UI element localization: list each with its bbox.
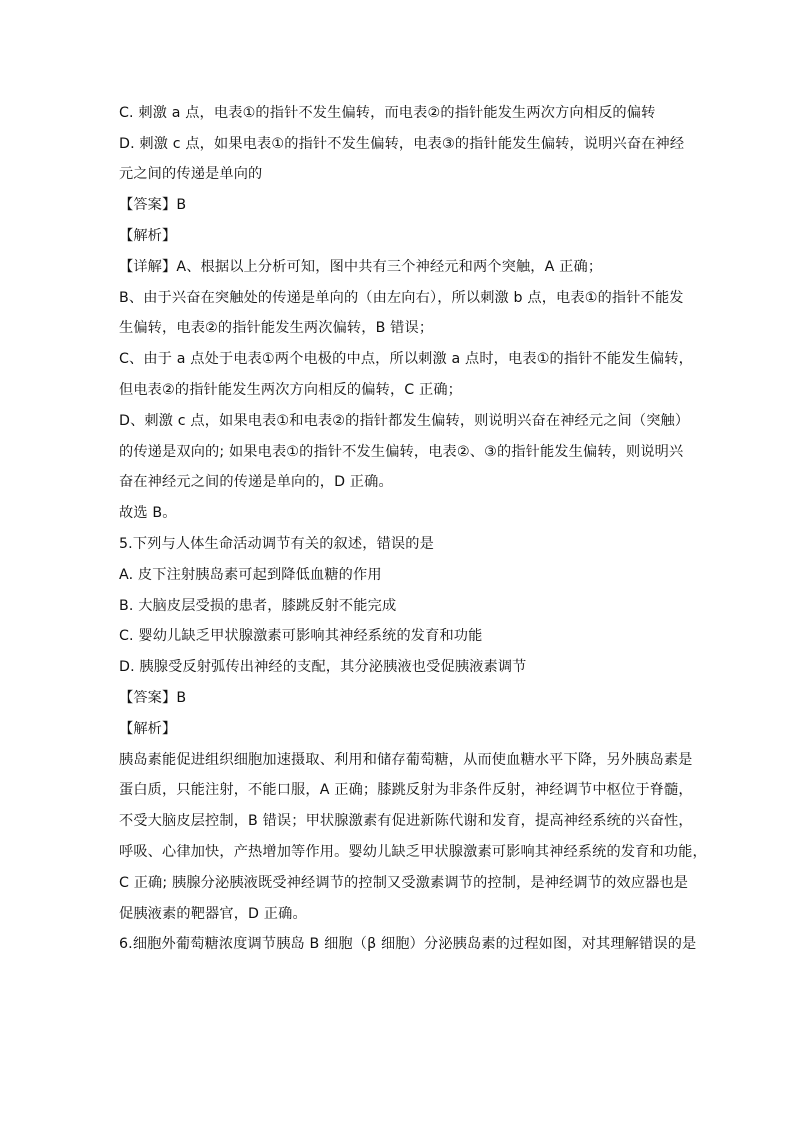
analysis-paragraph-line: 胰岛素能促进组织细胞加速摄取、利用和储存葡萄糖，从而使血糖水平下降，另外胰岛素是 [119,752,693,768]
analysis-detail-line: 【详解】A、根据以上分析可知，图中共有三个神经元和两个突触，A 正确； [119,259,603,275]
option-d-text-cont: 元之间的传递是单向的 [119,166,263,182]
analysis-detail-line: 但电表②的指针能发生两次方向相反的偏转，C 正确； [119,382,463,398]
analysis-paragraph-line: C 正确; 胰腺分泌胰液既受神经调节的控制又受激素调节的控制，是神经调节的效应器也是 [119,875,689,891]
question-5-option-c: C. 婴幼儿缺乏甲状腺激素可影响其神经系统的发育和功能 [119,628,483,644]
answer-label: 【答案】B [119,197,187,213]
analysis-paragraph-line: 促胰液素的靶器官，D 正确。 [119,906,307,922]
analysis-detail-line: B、由于兴奋在突触处的传递是单向的（由左向右），所以刺激 b 点，电表①的指针不能发 [119,290,684,306]
analysis-paragraph-line: 呼吸、心律加快，产热增加等作用。婴幼儿缺乏甲状腺激素可影响其神经系统的发育和功能， [119,844,707,860]
analysis-detail-line: 的传递是双向的; 如果电表①的指针不发生偏转，电表②、③的指针能发生偏转，则说明兴 [119,444,684,460]
analysis-detail-line: D、刺激 c 点，如果电表①和电表②的指针都发生偏转，则说明兴奋在神经元之间（突触） [119,413,690,429]
option-c-text: C. 刺激 a 点，电表①的指针不发生偏转，而电表②的指针能发生两次方向相反的偏转 [119,105,656,121]
analysis-detail-line: 奋在神经元之间的传递是单向的，D 正确。 [119,474,393,490]
answer-label: 【答案】B [119,690,187,706]
analysis-paragraph-line: 蛋白质，只能注射，不能口服，A 正确；膝跳反射为非条件反射，神经调节中枢位于脊髓， [119,782,693,798]
option-d-text: D. 刺激 c 点，如果电表①的指针不发生偏转，电表③的指针能发生偏转，说明兴奋在神经 [119,136,685,152]
analysis-label: 【解析】 [119,228,177,244]
question-5-option-b: B. 大脑皮层受损的患者，膝跳反射不能完成 [119,598,397,614]
analysis-detail-line: 生偏转，电表②的指针能发生两次偏转，B 错误； [119,320,434,336]
question-5-option-d: D. 胰腺受反射弧传出神经的支配，其分泌胰液也受促胰液素调节 [119,659,527,675]
conclusion-text: 故选 B。 [119,505,177,521]
analysis-label: 【解析】 [119,721,177,737]
analysis-detail-line: C、由于 a 点处于电表①两个电极的中点，所以刺激 a 点时，电表①的指针不能发生偏转， [119,351,693,367]
question-6-stem: 6.细胞外葡萄糖浓度调节胰岛 B 细胞（β 细胞）分泌胰岛素的过程如图，对其理解错误的是 [119,936,697,952]
analysis-paragraph-line: 不受大脑皮层控制，B 错误；甲状腺激素有促进新陈代谢和发育，提高神经系统的兴奋性， [119,813,693,829]
question-5-stem: 5.下列与人体生命活动调节有关的叙述，错误的是 [119,536,434,552]
question-5-option-a: A. 皮下注射胰岛素可起到降低血糖的作用 [119,567,382,583]
